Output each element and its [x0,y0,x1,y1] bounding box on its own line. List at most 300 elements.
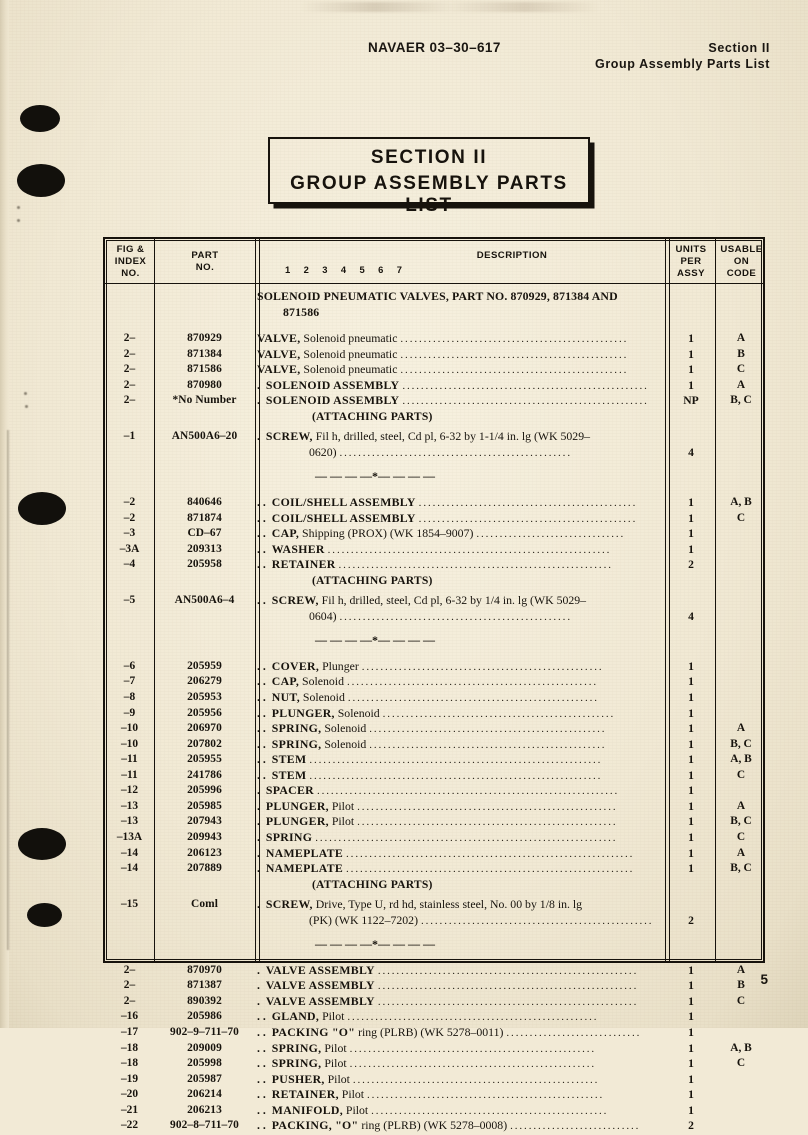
table-row[interactable] [105,1118,763,1134]
part-no: 205996 [187,784,222,797]
part-no: 207889 [187,862,222,875]
part-description-lead: NUT, [271,690,300,705]
part-no: 206279 [187,675,222,688]
header-usable-on-code [718,244,765,281]
header-usable-line2: ON [733,256,750,268]
fig-index-no: –5 [123,594,136,607]
leader-dots: ..................................................... [402,379,649,392]
units-per-assy: 1 [688,1057,694,1071]
part-description-continued: (PK) (WK 1122–7202) .................................................. [309,912,654,927]
table-row[interactable] [105,511,763,527]
part-no: 871874 [187,511,222,524]
part-description-detail: Shipping (PROX) (WK 1854–9007) [299,526,474,541]
part-description-lead: STEM [271,752,307,767]
part-no: 206123 [187,846,222,859]
table-row[interactable] [105,1056,763,1072]
row-spacer [105,320,763,331]
fig-index-no: 2– [123,363,136,376]
part-description [257,331,667,348]
part-description: . SPACER ................................................................. [257,783,620,798]
table-row[interactable] [105,542,763,558]
part-description-lead: RETAINER [271,557,336,572]
part-description-detail: Solenoid [299,674,344,689]
part-description-detail: Pilot [321,1056,347,1071]
leader-dots: .................................................. [339,446,572,459]
leader-dots: ........................................................ [357,800,618,813]
fig-index-no: –10 [120,722,139,735]
part-description: . SOLENOID ASSEMBLY ..................................................... [257,377,649,392]
units-per-assy: 1 [688,784,694,798]
table-row[interactable] [105,752,763,768]
part-no: 241786 [187,768,222,781]
part-description: . . STEM ............................................................... [257,767,603,782]
table-row[interactable] [105,706,763,722]
leader-dots: ................................................. [400,333,629,346]
part-no: 209943 [187,830,222,843]
table-row[interactable] [105,1103,763,1119]
usable-on-code: A, B [730,496,752,509]
fig-index-no: 2– [123,963,136,976]
table-row[interactable] [105,768,763,784]
units-per-assy: 2 [688,558,694,572]
part-description-lead: RETAINER, [271,1087,339,1102]
leader-dots: ............................. [506,1026,642,1039]
table-row[interactable] [105,557,763,573]
part-description: . SCREW, Fil h, drilled, steel, Cd pl, 6-32 by 1-1/4 in. lg (WK 5029– [257,429,591,444]
part-description: . . COIL/SHELL ASSEMBLY ............................................... [257,495,638,510]
fig-index-no: –13 [120,815,139,828]
part-description-detail: Solenoid [334,705,380,720]
table-row[interactable] [105,593,763,609]
part-description-lead: SCREW, [271,593,319,608]
part-no: 205955 [187,753,222,766]
part-description [257,347,667,364]
part-no: AN500A6–20 [171,430,238,443]
part-no: 890392 [187,994,222,1007]
leader-dots: .................................................. [339,610,572,623]
parts-table-body [105,285,763,1133]
fig-index-no: –7 [123,675,136,688]
fig-index-no: –3 [123,527,136,540]
usable-on-code: B [737,347,745,360]
part-description: . . SCREW, Fil h, drilled, steel, Cd pl, 6-32 by 1/4 in. lg (WK 5029– [257,593,587,608]
part-no: 206970 [187,722,222,735]
part-description: . . PACKING "O" ring (PLRB) (WK 5278–0011) ............................. [257,1024,642,1039]
group-heading-line1: SOLENOID PNEUMATIC VALVES, PART NO. 870929, 871384 AND [257,289,618,303]
usable-on-code: A [736,332,746,345]
table-row[interactable] [105,1025,763,1041]
attaching-parts-label: (ATTACHING PARTS) [312,409,433,423]
fig-index-no: 2– [123,332,136,345]
units-per-assy: 1 [688,768,694,782]
part-description-detail: Pilot [319,1009,345,1024]
fig-index-no: –16 [120,1010,139,1023]
leader-dots: ..................................................... [352,1073,600,1086]
units-per-assy: 1 [688,706,694,720]
usable-on-code: C [736,511,746,524]
ink-speck-2 [17,219,20,222]
part-description-detail: Solenoid [321,736,367,751]
table-row[interactable] [105,799,763,815]
usable-on-code: C [736,1057,746,1070]
attaching-parts-row-2 [105,573,763,589]
table-row[interactable] [105,846,763,862]
table-row[interactable] [105,897,763,913]
units-per-assy: 1 [688,1041,694,1055]
part-no: 205958 [187,558,222,571]
part-description: . . CAP, Solenoid ...................................................... [257,674,599,689]
leader-dots: .............................................................. [346,847,635,860]
part-description: . SCREW, Drive, Type U, rd hd, stainless steel, No. 00 by 1/8 in. lg [257,897,583,912]
units-per-assy: 1 [688,511,694,525]
table-row[interactable] [105,659,763,675]
part-no: 205986 [187,1010,222,1023]
units-per-assy: 1 [688,1103,694,1117]
header-bottom-rule [105,283,763,284]
table-row[interactable] [105,830,763,846]
section-title-line2: GROUP ASSEMBLY PARTS LIST [290,173,568,216]
star-separator-row-2 [105,633,763,649]
fig-index-no: –11 [121,768,138,781]
header-usable-line1: USABLE [720,244,763,255]
leader-dots: ...................................................... [347,1011,599,1024]
part-no: 902–9–711–70 [170,1025,239,1038]
attaching-parts-label: (ATTACHING PARTS) [312,573,433,587]
part-description-lead: SPRING, [271,1056,322,1071]
units-per-assy: 1 [688,1088,694,1102]
leader-dots: .............................................................. [346,863,635,876]
part-description-detail: ring (PLRB) (WK 5278–0011) [355,1024,504,1039]
leader-dots: .................................................. [382,707,616,720]
header-units-line3: ASSY [677,268,705,280]
table-row[interactable] [105,861,763,877]
row-spacer [105,953,763,963]
fig-index-no: –18 [120,1057,139,1070]
units-per-assy: 1 [688,332,694,346]
part-description: . . PUSHER, Pilot ..................................................... [257,1071,600,1086]
usable-on-code: A [736,722,746,735]
leader-dots: ............................................................. [327,543,612,556]
table-row[interactable] [105,495,763,511]
units-per-assy: 1 [688,542,694,556]
part-description-lead: CAP, [271,674,300,689]
part-description-detail: Pilot [342,1102,369,1117]
part-description-lead: SPRING, [271,736,322,751]
fig-index-no: 2– [123,347,136,360]
part-description: . . COVER, Plunger .................................................... [257,658,604,673]
part-no: 205953 [187,691,222,704]
part-description-lead: WASHER [271,541,325,556]
ink-speck-3 [24,392,27,395]
part-description-lead: PACKING "O" [271,1024,356,1039]
group-heading-row-2 [105,305,763,321]
part-description: . . RETAINER ........................................................... [257,557,613,572]
table-row[interactable] [105,737,763,753]
punch-hole-3 [18,492,66,525]
part-description-lead: SCREW, [265,897,313,912]
fig-index-no: –2 [123,511,136,524]
part-description-detail: Solenoid [321,721,367,736]
leader-dots: ................................................. [400,348,629,361]
fig-index-no: –1 [123,430,136,443]
part-no: 205956 [187,706,222,719]
units-per-assy: 1 [688,815,694,829]
part-no: 871586 [187,363,222,376]
units-per-assy: 1 [688,862,694,876]
section-title-box [268,137,590,216]
table-row[interactable] [105,721,763,737]
part-description-continued: 0620) .................................................. [309,444,572,459]
part-description-lead: STEM [271,767,307,782]
header-fig-line2: INDEX [114,256,147,268]
row-spacer [105,928,763,937]
part-description: . . COIL/SHELL ASSEMBLY ............................................... [257,510,638,525]
leader-dots: ............................................... [418,512,638,525]
part-no: AN500A6–4 [174,594,235,607]
part-description: . VALVE ASSEMBLY ........................................................ [257,962,639,977]
table-row[interactable] [105,1009,763,1025]
star-separator: — — — —*— — — — [315,469,435,484]
table-row[interactable] [105,963,763,979]
part-description-lead: VALVE, [257,346,301,361]
units-per-assy: 1 [688,496,694,510]
fig-index-no: –9 [123,706,136,719]
section-subtitle: Group Assembly Parts List [595,57,770,71]
table-row[interactable] [105,429,763,445]
usable-on-code: C [736,830,746,843]
units-per-assy: 1 [688,691,694,705]
page-number: 5 [760,972,768,987]
part-description-lead: VALVE ASSEMBLY [265,978,375,993]
part-description: . NAMEPLATE .............................................................. [257,861,635,876]
part-description: . SOLENOID ASSEMBLY ..................................................... [257,393,649,408]
table-row[interactable] [105,331,763,347]
part-no: 870929 [187,332,222,345]
usable-on-code: A [736,846,746,859]
header-part-no [155,250,255,274]
fig-index-no: –6 [123,659,136,672]
part-description-detail: Fil h, drilled, steel, Cd pl, 6-32 by 1-1/4 in. lg (WK 5029– [312,429,591,444]
leader-dots: ..................................................... [349,1058,597,1071]
part-description-lead: CAP, [271,526,300,541]
usable-on-code: B, C [730,815,752,828]
part-no: 205998 [187,1057,222,1070]
part-description: . . PACKING, "O" ring (PLRB) (WK 5278–0008) ............................ [257,1118,641,1133]
fig-index-no: –11 [121,753,138,766]
manual-number: NAVAER 03–30–617 [368,40,501,55]
table-row[interactable] [105,347,763,363]
fig-index-no: –19 [120,1072,139,1085]
header-units-per-assy [668,244,714,281]
part-description-lead: PLUNGER, [271,705,335,720]
part-description-detail: ring (PLRB) (WK 5278–0008) [358,1118,508,1133]
star-separator: — — — —*— — — — [315,633,435,648]
units-per-assy: NP [683,394,699,408]
units-per-assy: 1 [688,737,694,751]
usable-on-code: C [736,363,746,376]
header-units-line1: UNITS [675,244,707,255]
fig-index-no: 2– [123,994,136,1007]
header-part-line1: PART [191,250,219,261]
units-per-assy: 1 [688,1010,694,1024]
units-per-assy: 1 [688,659,694,673]
table-row[interactable] [105,526,763,542]
units-per-assy: 1 [688,799,694,813]
table-row[interactable] [105,690,763,706]
header-description: DESCRIPTION [476,250,548,261]
table-row[interactable] [105,674,763,690]
part-description: . . CAP, Shipping (PROX) (WK 1854–9007) ................................ [257,526,626,541]
fig-index-no: –4 [123,558,136,571]
part-description: . . SPRING, Solenoid ................................................... [257,736,607,751]
part-no: Coml [191,898,218,911]
row-spacer [105,485,763,495]
units-per-assy: 1 [688,994,694,1008]
units-per-assy: 1 [688,363,694,377]
part-no: 206214 [187,1088,222,1101]
table-row[interactable] [105,362,763,378]
part-description-lead: SPACER [265,783,314,798]
units-per-assy: 4 [688,445,694,459]
part-no: 870980 [187,378,222,391]
group-heading-line2: 871586 [283,304,320,319]
part-description-detail: Solenoid pneumatic [300,362,398,377]
fig-index-no: –14 [120,846,139,859]
part-description: . . PLUNGER, Solenoid .................................................. [257,705,616,720]
leader-dots: ........................................................ [377,964,639,977]
table-row[interactable] [105,783,763,799]
usable-on-code: C [736,768,746,781]
leader-dots: ...................................................... [347,692,599,705]
leader-dots: ............................ [510,1120,641,1133]
part-description-lead: GLAND, [271,1009,320,1024]
part-no: 902–8–711–70 [170,1119,239,1132]
units-per-assy: 1 [688,830,694,844]
part-no: *No Number [172,394,237,407]
units-per-assy: 1 [688,527,694,541]
part-description-lead: PUSHER, [271,1071,325,1086]
table-row[interactable] [105,393,763,409]
usable-on-code: B, C [730,862,752,875]
part-description-detail: Solenoid pneumatic [300,346,398,361]
table-row-continuation [105,609,763,625]
leader-dots: ...................................................... [346,676,599,689]
part-description: . . SPRING, Solenoid ................................................... [257,721,607,736]
leader-dots: ........................................................... [338,559,613,572]
part-description-lead: VALVE ASSEMBLY [265,962,375,977]
part-no: 206213 [187,1103,222,1116]
leader-dots: ............................................................... [309,769,603,782]
part-description-detail: Pilot [338,1087,365,1102]
leader-dots: ........................................................ [357,816,618,829]
part-description-lead: COVER, [271,658,320,673]
star-separator-row [105,469,763,485]
leader-dots: ................................................... [369,738,607,751]
table-row[interactable] [105,978,763,994]
leader-dots: ................................................... [367,1089,605,1102]
punch-hole-5 [27,903,62,927]
usable-on-code: B, C [730,394,752,407]
punch-hole-2 [17,164,65,197]
table-row[interactable] [105,1041,763,1057]
leader-dots: ................................................... [371,1104,609,1117]
leader-dots: ..................................................... [349,1042,597,1055]
fig-index-no: –2 [123,496,136,509]
usable-on-code: B, C [730,737,752,750]
part-no: 207802 [187,737,222,750]
part-description-lead: PACKING, "O" [271,1118,359,1133]
units-per-assy: 1 [688,722,694,736]
attaching-parts-row [105,409,763,425]
header-usable-line3: CODE [726,268,757,280]
part-description-lead: SOLENOID ASSEMBLY [265,393,400,408]
fig-index-no: –15 [120,898,139,911]
part-description-lead: SCREW, [265,429,313,444]
part-description-lead: SPRING [265,829,313,844]
leader-dots: .................................................... [361,660,604,673]
leader-dots: ................................................... [369,723,607,736]
fig-index-no: 2– [123,979,136,992]
leader-dots: ............................................................... [309,754,603,767]
part-description: . . STEM ............................................................... [257,752,603,767]
part-description: . SPRING ................................................................. [257,829,618,844]
fig-index-no: –14 [120,862,139,875]
table-row[interactable] [105,1072,763,1088]
part-no: 870970 [187,963,222,976]
header-fig-index [107,244,154,281]
usable-on-code: C [736,994,746,1007]
table-row[interactable] [105,378,763,394]
parts-table [103,237,765,1133]
table-row[interactable] [105,1087,763,1103]
leader-dots: ................................................. [400,364,629,377]
leader-dots: ............................................... [418,497,638,510]
table-row[interactable] [105,814,763,830]
table-row-continuation [105,445,763,461]
units-per-assy: 1 [688,846,694,860]
part-description: . . MANIFOLD, Pilot ................................................... [257,1102,609,1117]
part-description: . NAMEPLATE .............................................................. [257,845,635,860]
fig-index-no: –17 [120,1025,139,1038]
fig-index-no: –21 [120,1103,139,1116]
usable-on-code: A [736,378,746,391]
part-description-lead: COIL/SHELL ASSEMBLY [271,495,416,510]
fig-index-no: 2– [123,394,136,407]
ink-speck-1 [17,206,20,209]
part-description-detail: Pilot [328,814,355,829]
leader-dots: ................................................................. [315,831,618,844]
units-per-assy: 1 [688,753,694,767]
part-description-lead: SOLENOID ASSEMBLY [265,377,400,392]
table-row[interactable] [105,994,763,1010]
header-fig-line1: FIG & [116,244,145,255]
units-per-assy: 2 [688,913,694,927]
fig-index-no: –18 [120,1041,139,1054]
leader-dots: ................................ [476,528,626,541]
part-description: . VALVE ASSEMBLY ........................................................ [257,993,639,1008]
row-spacer [105,460,763,469]
part-description: . VALVE ASSEMBLY ........................................................ [257,978,639,993]
units-per-assy: 1 [688,1025,694,1039]
fig-index-no: –3A [119,542,140,555]
part-description: . . GLAND, Pilot ...................................................... [257,1009,599,1024]
part-no: 205959 [187,659,222,672]
units-per-assy: 1 [688,963,694,977]
part-description: . . SPRING, Pilot ..................................................... [257,1056,597,1071]
part-no: 871384 [187,347,222,360]
part-description-lead: NAMEPLATE [265,845,344,860]
usable-on-code: B [737,979,745,992]
